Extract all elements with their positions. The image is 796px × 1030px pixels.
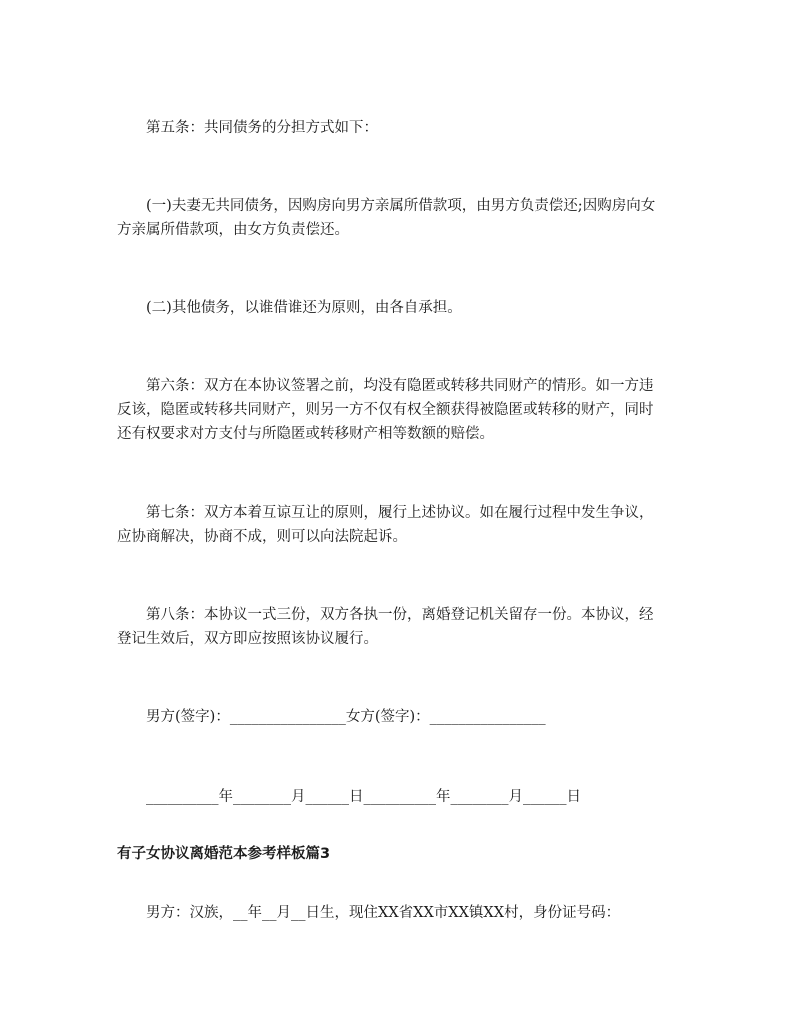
debt-clause-1-paragraph: (一)夫妻无共同债务，因购房向男方亲属所借款项，由男方负责偿还;因购房向女方亲属所借款项，由女方负责偿还。 bbox=[117, 198, 656, 238]
date-line: __________年________月______日__________年________月______日 bbox=[146, 789, 581, 805]
section-heading: 有子女协议离婚范本参考样板篇3 bbox=[117, 846, 331, 862]
party-male-paragraph: 男方：汉族，__年__月__日生，现住XX省XX市XX镇XX村，身份证号码： bbox=[146, 905, 621, 921]
debt-clause-2-paragraph: (二)其他债务，以谁借谁还为原则，由各自承担。 bbox=[146, 300, 462, 316]
article-8-paragraph: 第八条：本协议一式三份，双方各执一份，离婚登记机关留存一份。本协议，经登记生效后，双方即应按照该协议履行。 bbox=[117, 607, 654, 647]
signature-line: 男方(签字)：________________女方(签字)：________________ bbox=[146, 709, 546, 725]
article-6-paragraph: 第六条：双方在本协议签署之前，均没有隐匿或转移共同财产的情形。如一方违反该，隐匿或转移共同财产，则另一方不仅有权全额获得被隐匿或转移的财产，同时还有权要求对方支付与所隐匿或转移财产相等数额的赔偿。 bbox=[117, 378, 654, 442]
article-5-paragraph: 第五条：共同债务的分担方式如下： bbox=[146, 120, 378, 136]
article-7-paragraph: 第七条：双方本着互谅互让的原则，履行上述协议。如在履行过程中发生争议，应协商解决，协商不成，则可以向法院起诉。 bbox=[117, 505, 654, 545]
